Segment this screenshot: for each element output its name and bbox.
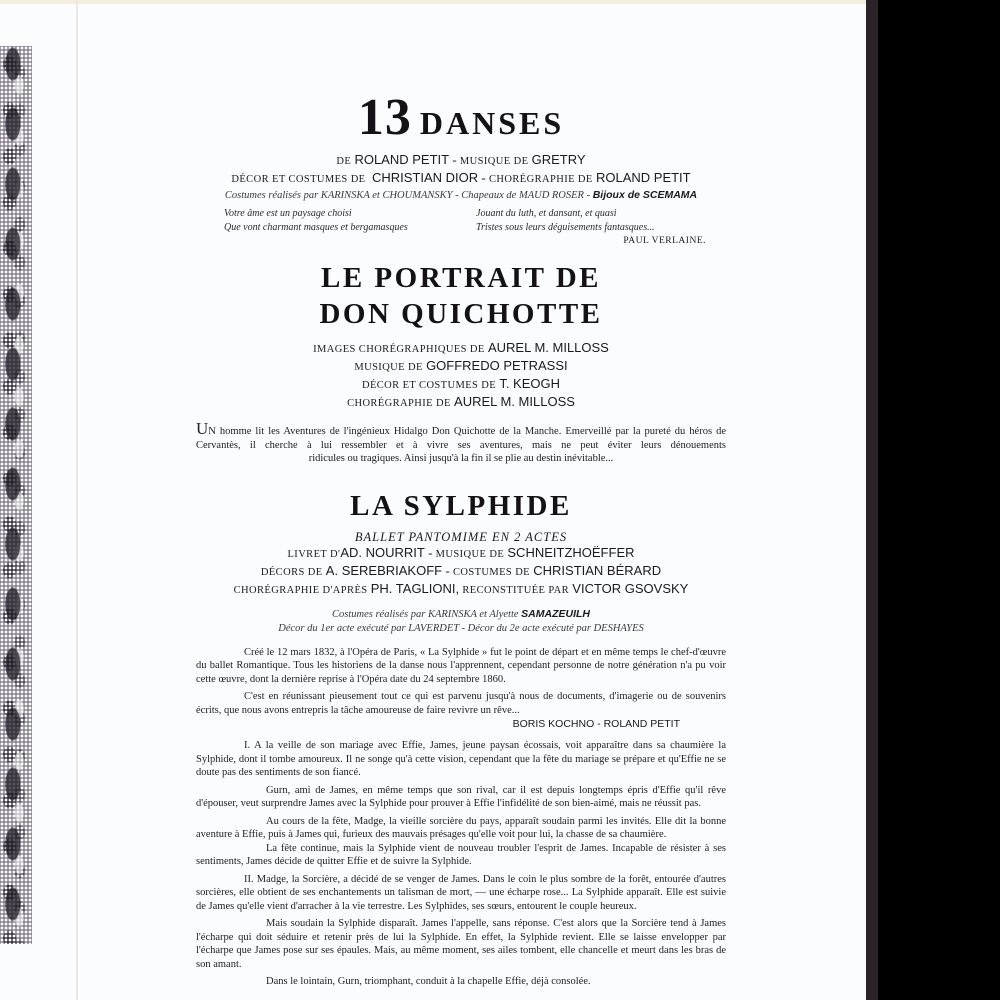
separator: - <box>424 544 436 560</box>
credit-line <box>196 340 726 358</box>
credit-line <box>196 545 726 563</box>
makers-bold-text: SAMAZEUILH <box>521 607 591 620</box>
story-paragraph: Dans le lointain, Gurn, triomphant, conduit à la chapelle Effie, déjà consolée. <box>266 976 591 987</box>
credit-name: T. KEOGH <box>499 376 561 391</box>
makers-line-1 <box>196 607 726 622</box>
title-word: DANSES <box>419 105 565 141</box>
story-paragraph: I. A la veille de son mariage avec Effie, James, jeune paysan écossais, voit apparaître dans sa chaumière la Sylphide, dont il tombe amoureux. Il ne songe qu'à cette vision, cependant que la fête du mariage se prépare et qu'Effie ne se doute pas des sentiments de son fiancé. <box>196 740 726 778</box>
credit-label: DÉCORS DE <box>260 566 323 578</box>
verse-left-column <box>224 207 474 235</box>
verse-line: Que vont charmant masques et bergamasques <box>224 222 408 233</box>
credit-label: COSTUMES DE <box>452 566 530 578</box>
credit-line <box>196 358 726 376</box>
credit-line <box>196 581 726 599</box>
synopsis-end: ridicules ou tragiques. Ainsi jusqu'à la fin il se plie au destin inévitable... <box>308 453 614 464</box>
intro-paragraph-2: C'est en réunissant pieusement tout ce qui est parvenu jusqu'à nous de documents, d'imagerie ou de souvenirs écrits, que nous avons entrepris la tâche amoureuse de faire revivre un rêve... <box>196 691 726 716</box>
intro-paragraph-1: Créé le 12 mars 1832, à l'Opéra de Paris, « La Sylphide » fut le point de départ et en même temps le chef-d'œuvre du ballet Romantique. Tous les historiens de la danse nous l'apprennent, cependant personne de notre génération n'a pu voir cette œuvre, dont la dernière reprise à l'Opéra date du 24 septembre 1860. <box>196 646 726 685</box>
credit-line <box>196 394 726 412</box>
credit-label: MUSIQUE DE <box>459 156 529 167</box>
page-top-edge <box>0 0 866 4</box>
signature: BORIS KOCHNO - ROLAND PETIT <box>512 718 680 730</box>
credit-label: DE <box>336 156 352 167</box>
credit-line <box>196 563 726 581</box>
title-13-danses <box>196 89 726 146</box>
program-content <box>196 89 726 989</box>
separator: - <box>442 562 453 578</box>
credit-label: DÉCOR ET COSTUMES DE <box>361 380 497 391</box>
credit-label: CHORÉGRAPHIE DE <box>489 174 593 185</box>
credit-label: IMAGES CHORÉGRAPHIQUES DE <box>313 344 485 355</box>
credit-line-1 <box>196 152 726 170</box>
synopsis-body: N homme lit les Aventures de l'ingénieux Hidalgo Don Quichotte de la Manche. Emerveillé par la pureté du héros de Cervantès, il cherche à lui ressembler et à vivre ses aventures, mais ne peut éviter leurs dénouements <box>196 426 726 451</box>
makers-text: Costumes réalisés par KARINSKA et CHOUMANSKY - Chapeaux de MAUD ROSER - <box>224 190 593 201</box>
credit-label: RECONSTITUÉE PAR <box>462 584 570 596</box>
verlaine-verse <box>224 207 726 235</box>
credit-name: GOFFREDO PETRASSI <box>426 358 568 373</box>
credits-block <box>196 340 726 412</box>
page-right-edge <box>866 0 878 1000</box>
section-la-sylphide <box>196 488 726 989</box>
verse-attribution: PAUL VERLAINE. <box>623 236 706 246</box>
credit-name: CHRISTIAN BÉRARD <box>533 562 662 578</box>
credit-name: PH. TAGLIONI, <box>370 580 460 596</box>
separator: - <box>449 152 460 167</box>
title-line-2: DON QUICHOTTE <box>319 298 603 330</box>
subtitle: BALLET PANTOMIME EN 2 ACTES <box>354 529 568 544</box>
verse-line: Votre âme est un paysage choisi <box>224 208 352 219</box>
credit-name: SCHNEITZHOËFFER <box>507 544 635 560</box>
verse-right-column <box>476 207 726 235</box>
credit-name: AD. NOURRIT <box>340 544 425 560</box>
credit-label: MUSIQUE DE <box>354 362 423 373</box>
credit-name: ROLAND PETIT <box>595 170 691 185</box>
title-line-1: LE PORTRAIT DE <box>321 262 601 294</box>
title-number: 13 <box>357 89 412 146</box>
story-paragraph: Gurn, ami de James, en même temps que son rival, car il est depuis longtemps épris d'Effie qu'il rêve d'épouser, veut surprendre James avec la Sylphide pour prouver à Effie l'infidélité de son bien-aimé, mais ne réussit pas. <box>196 784 726 809</box>
story-paragraph: Mais soudain la Sylphide disparaît. James l'appelle, sans réponse. C'est alors que la Sorcière tend à James l'écharpe qui doit séduire et retenir près de lui la Sylphide. En effet, la Sylphide revient. Elle se laisse envelopper par l'écharpe que James pose sur ses épaules. Mais, au même moment, ses ailes tombent, elle chancelle et meurt dans les bras de son amant. <box>196 918 726 970</box>
credit-label: LIVRET D' <box>287 548 341 560</box>
credit-label: MUSIQUE DE <box>435 548 505 560</box>
credit-line <box>196 376 726 394</box>
synopsis-text <box>196 419 726 452</box>
story-paragraph: II. Madge, la Sorcière, a décidé de se venger de James. Dans le coin le plus sombre de la forêt, entourée d'autres sorcières, elle obtient de ses enchantements un talisman de mort, — une écharpe rose... La Sylphide apparaît. Elle est suivie de James qu'elle vient d'arracher à la vie terrestre. Les Sylphides, ses sœurs, entourent le couple heureux. <box>196 873 726 912</box>
section-don-quichotte <box>196 260 726 466</box>
credit-name: CHRISTIAN DIOR <box>372 170 479 185</box>
credit-name: VICTOR GSOVSKY <box>572 580 689 596</box>
credit-label: DÉCOR ET COSTUMES DE <box>231 174 366 185</box>
page-fold-line <box>76 0 78 1000</box>
verse-line: Jouant du luth, et dansant, et quasi <box>476 208 617 219</box>
credit-name: A. SEREBRIAKOFF <box>325 562 443 578</box>
synopsis <box>196 419 726 466</box>
story-paragraph: Au cours de la fête, Madge, la vieille sorcière du pays, apparaît soudain parmi les invités. Elle dit la bonne aventure à Effie, puis à James qui, furieux des mauvais présages qu'elle voit pour lui, la chasse de sa chaumière. <box>196 815 726 840</box>
credit-name: GRETRY <box>531 152 586 167</box>
story-synopsis <box>196 739 726 989</box>
makers-line <box>166 188 756 203</box>
lace-border-decoration <box>0 46 32 944</box>
credit-name: AUREL M. MILLOSS <box>487 340 609 355</box>
title-la-sylphide: LA SYLPHIDE <box>350 489 572 522</box>
drop-cap: U <box>196 419 209 438</box>
makers-line-2: Décor du 1er acte exécuté par LAVERDET - Décor du 2e acte exécuté par DESHAYES <box>278 622 644 634</box>
separator: - <box>478 170 490 185</box>
credit-label: CHORÉGRAPHIE D'APRÈS <box>233 584 368 596</box>
makers-text: Costumes réalisés par KARINSKA et Alyette <box>331 608 522 620</box>
section-13-danses <box>196 89 726 248</box>
credit-line-2 <box>196 170 726 188</box>
story-paragraph: La fête continue, mais la Sylphide vient de nouveau troubler l'esprit de James. Incapable de résister à ses sentiments, James décide de quitter Effie et de suivre la Sylphide. <box>196 842 726 867</box>
verse-line: Tristes sous leurs déguisements fantasques... <box>476 222 655 233</box>
credit-name: ROLAND PETIT <box>354 152 450 167</box>
credit-label: CHORÉGRAPHIE DE <box>347 398 451 409</box>
credit-name: AUREL M. MILLOSS <box>454 394 575 409</box>
makers-bold-text: Bijoux de SCEMAMA <box>592 189 698 201</box>
